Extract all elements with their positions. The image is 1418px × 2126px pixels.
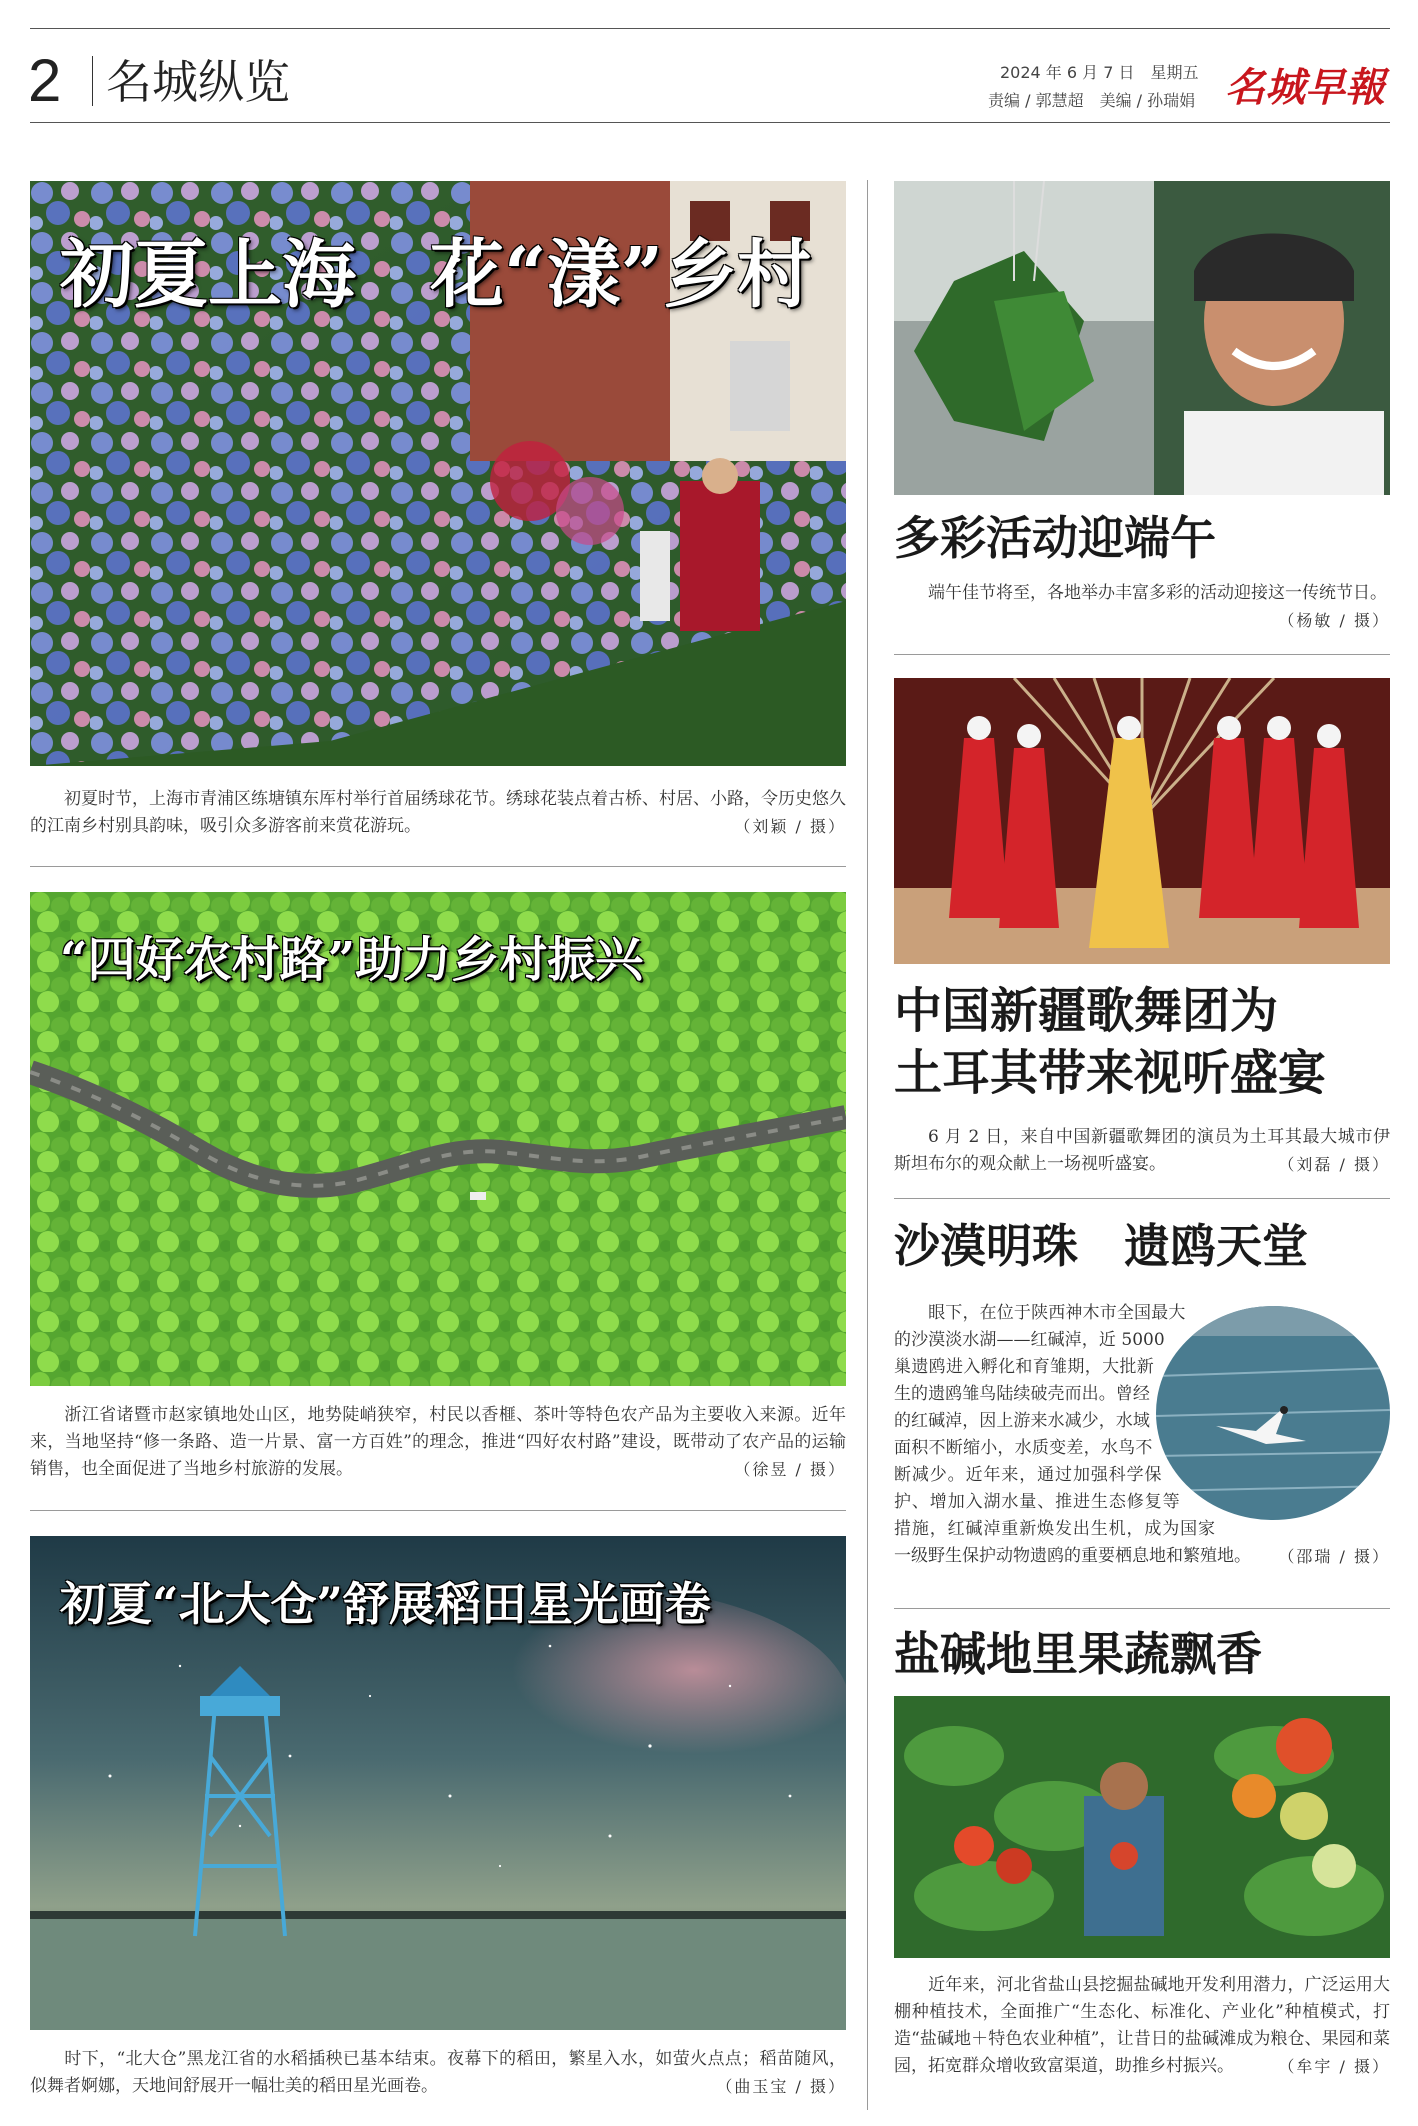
top-rule	[30, 28, 1390, 29]
page-number: 2	[28, 47, 62, 114]
dragon-boat-photo	[894, 181, 1390, 495]
dragon-boat-headline: 多彩活动迎端午	[894, 511, 1216, 565]
xinjiang-caption-text: 6 月 2 日，来自中国新疆歌舞团的演员为土耳其最大城市伊斯坦布尔的观众献上一场视听盛宴。	[894, 1127, 1390, 1174]
masthead-bottom-rule	[30, 122, 1390, 123]
xinjiang-headline-line1: 中国新疆歌舞团为	[894, 983, 1279, 1039]
masthead-divider	[92, 56, 93, 106]
rural-road-caption-text: 浙江省诸暨市赵家镇地处山区，地势陡峭狭窄，村民以香榧、茶叶等特色农产品为主要收入来源。近年来，当地坚持“修一条路、造一片景、富一方百姓”的理念，推进“四好农村路”建设，既带动了农产品的运输销售，也全面促进了当地乡村旅游的发展。	[30, 1405, 846, 1479]
starlight-caption	[30, 2046, 846, 2100]
saline-land-caption	[894, 1972, 1390, 2080]
desert-pearl-caption	[894, 1300, 1390, 1570]
hydrangea-credit: （刘颖 / 摄）	[734, 817, 846, 836]
hydrangea-title: 初夏上海 花“漾”乡村	[60, 232, 812, 318]
starlight-credit: （曲玉宝 / 摄）	[716, 2077, 846, 2096]
saline-land-headline: 盐碱地里果蔬飘香	[894, 1627, 1262, 1681]
story-divider-5	[894, 1608, 1390, 1609]
starlight-caption-text: 时下，“北大仓”黑龙江省的水稻插秧已基本结束。夜幕下的稻田，繁星入水，如萤火点点；稻苗随风，似舞者婀娜，天地间舒展开一幅壮美的稻田星光画卷。	[30, 2049, 846, 2096]
dragon-boat-caption	[894, 580, 1390, 634]
xinjiang-headline-line2: 土耳其带来视听盛宴	[894, 1045, 1327, 1101]
saline-land-caption-text: 近年来，河北省盐山县挖掘盐碱地开发利用潜力，广泛运用大棚种植技术，全面推广“生态化、标准化、产业化”种植模式，打造“盐碱地＋特色农业种植”，让昔日的盐碱滩成为粮仓、果园和菜园，拓宽群众增收致富渠道，助推乡村振兴。	[894, 1975, 1390, 2076]
story-divider-1	[30, 866, 846, 867]
xinjiang-credit: （刘磊 / 摄）	[1278, 1155, 1390, 1174]
hydrangea-caption	[30, 786, 846, 840]
editors-credit: 责编 / 郭慧超 美编 / 孙瑞娟	[988, 91, 1196, 110]
story-divider-2	[30, 1510, 846, 1511]
saline-land-photo	[894, 1696, 1390, 1958]
rural-road-title: “四好农村路”助力乡村振兴	[60, 932, 644, 988]
column-divider	[867, 180, 868, 2110]
paper-logo: 名城早報	[1225, 64, 1385, 111]
section-title: 名城纵览	[106, 55, 290, 109]
starlight-title: 初夏“北大仓”舒展稻田星光画卷	[60, 1577, 711, 1631]
hydrangea-caption-text: 初夏时节，上海市青浦区练塘镇东厍村举行首届绣球花节。绣球花装点着古桥、村居、小路，令历史悠久的江南乡村别具韵味，吸引众多游客前来赏花游玩。	[30, 789, 846, 836]
story-divider-3	[894, 654, 1390, 655]
xinjiang-photo	[894, 678, 1390, 964]
rural-road-caption	[30, 1402, 846, 1483]
desert-pearl-credit: （邵瑞 / 摄）	[1278, 1547, 1390, 1566]
issue-date: 2024 年 6 月 7 日 星期五	[1000, 63, 1199, 82]
dragon-boat-credit: （杨敏 / 摄）	[1278, 611, 1390, 630]
xinjiang-caption	[894, 1124, 1390, 1178]
caption-wrap-spacer	[1144, 1300, 1390, 1522]
rural-road-credit: （徐昱 / 摄）	[734, 1460, 846, 1479]
dragon-boat-caption-text: 端午佳节将至，各地举办丰富多彩的活动迎接这一传统节日。	[928, 583, 1387, 603]
story-divider-4	[894, 1198, 1390, 1199]
saline-land-credit: （牟宇 / 摄）	[1278, 2057, 1390, 2076]
desert-pearl-headline: 沙漠明珠 遗鸥天堂	[894, 1219, 1308, 1273]
desert-pearl-caption-text: 眼下，在位于陕西神木市全国最大的沙漠淡水湖——红碱淖，近 5000 巢遗鸥进入孵化和育雏期，大批新生的遗鸥雏鸟陆续破壳而出。曾经的红碱淖，因上游来水减少，水域面积不断缩小，水质变差，水鸟不断减少。近年来，通过加强科学保护、增加入湖水量、推进生态修复等措施，红碱淖重新焕发出生机，成为国家一级野生保护动物遗鸥的重要栖息地和繁殖地。	[894, 1303, 1251, 1566]
